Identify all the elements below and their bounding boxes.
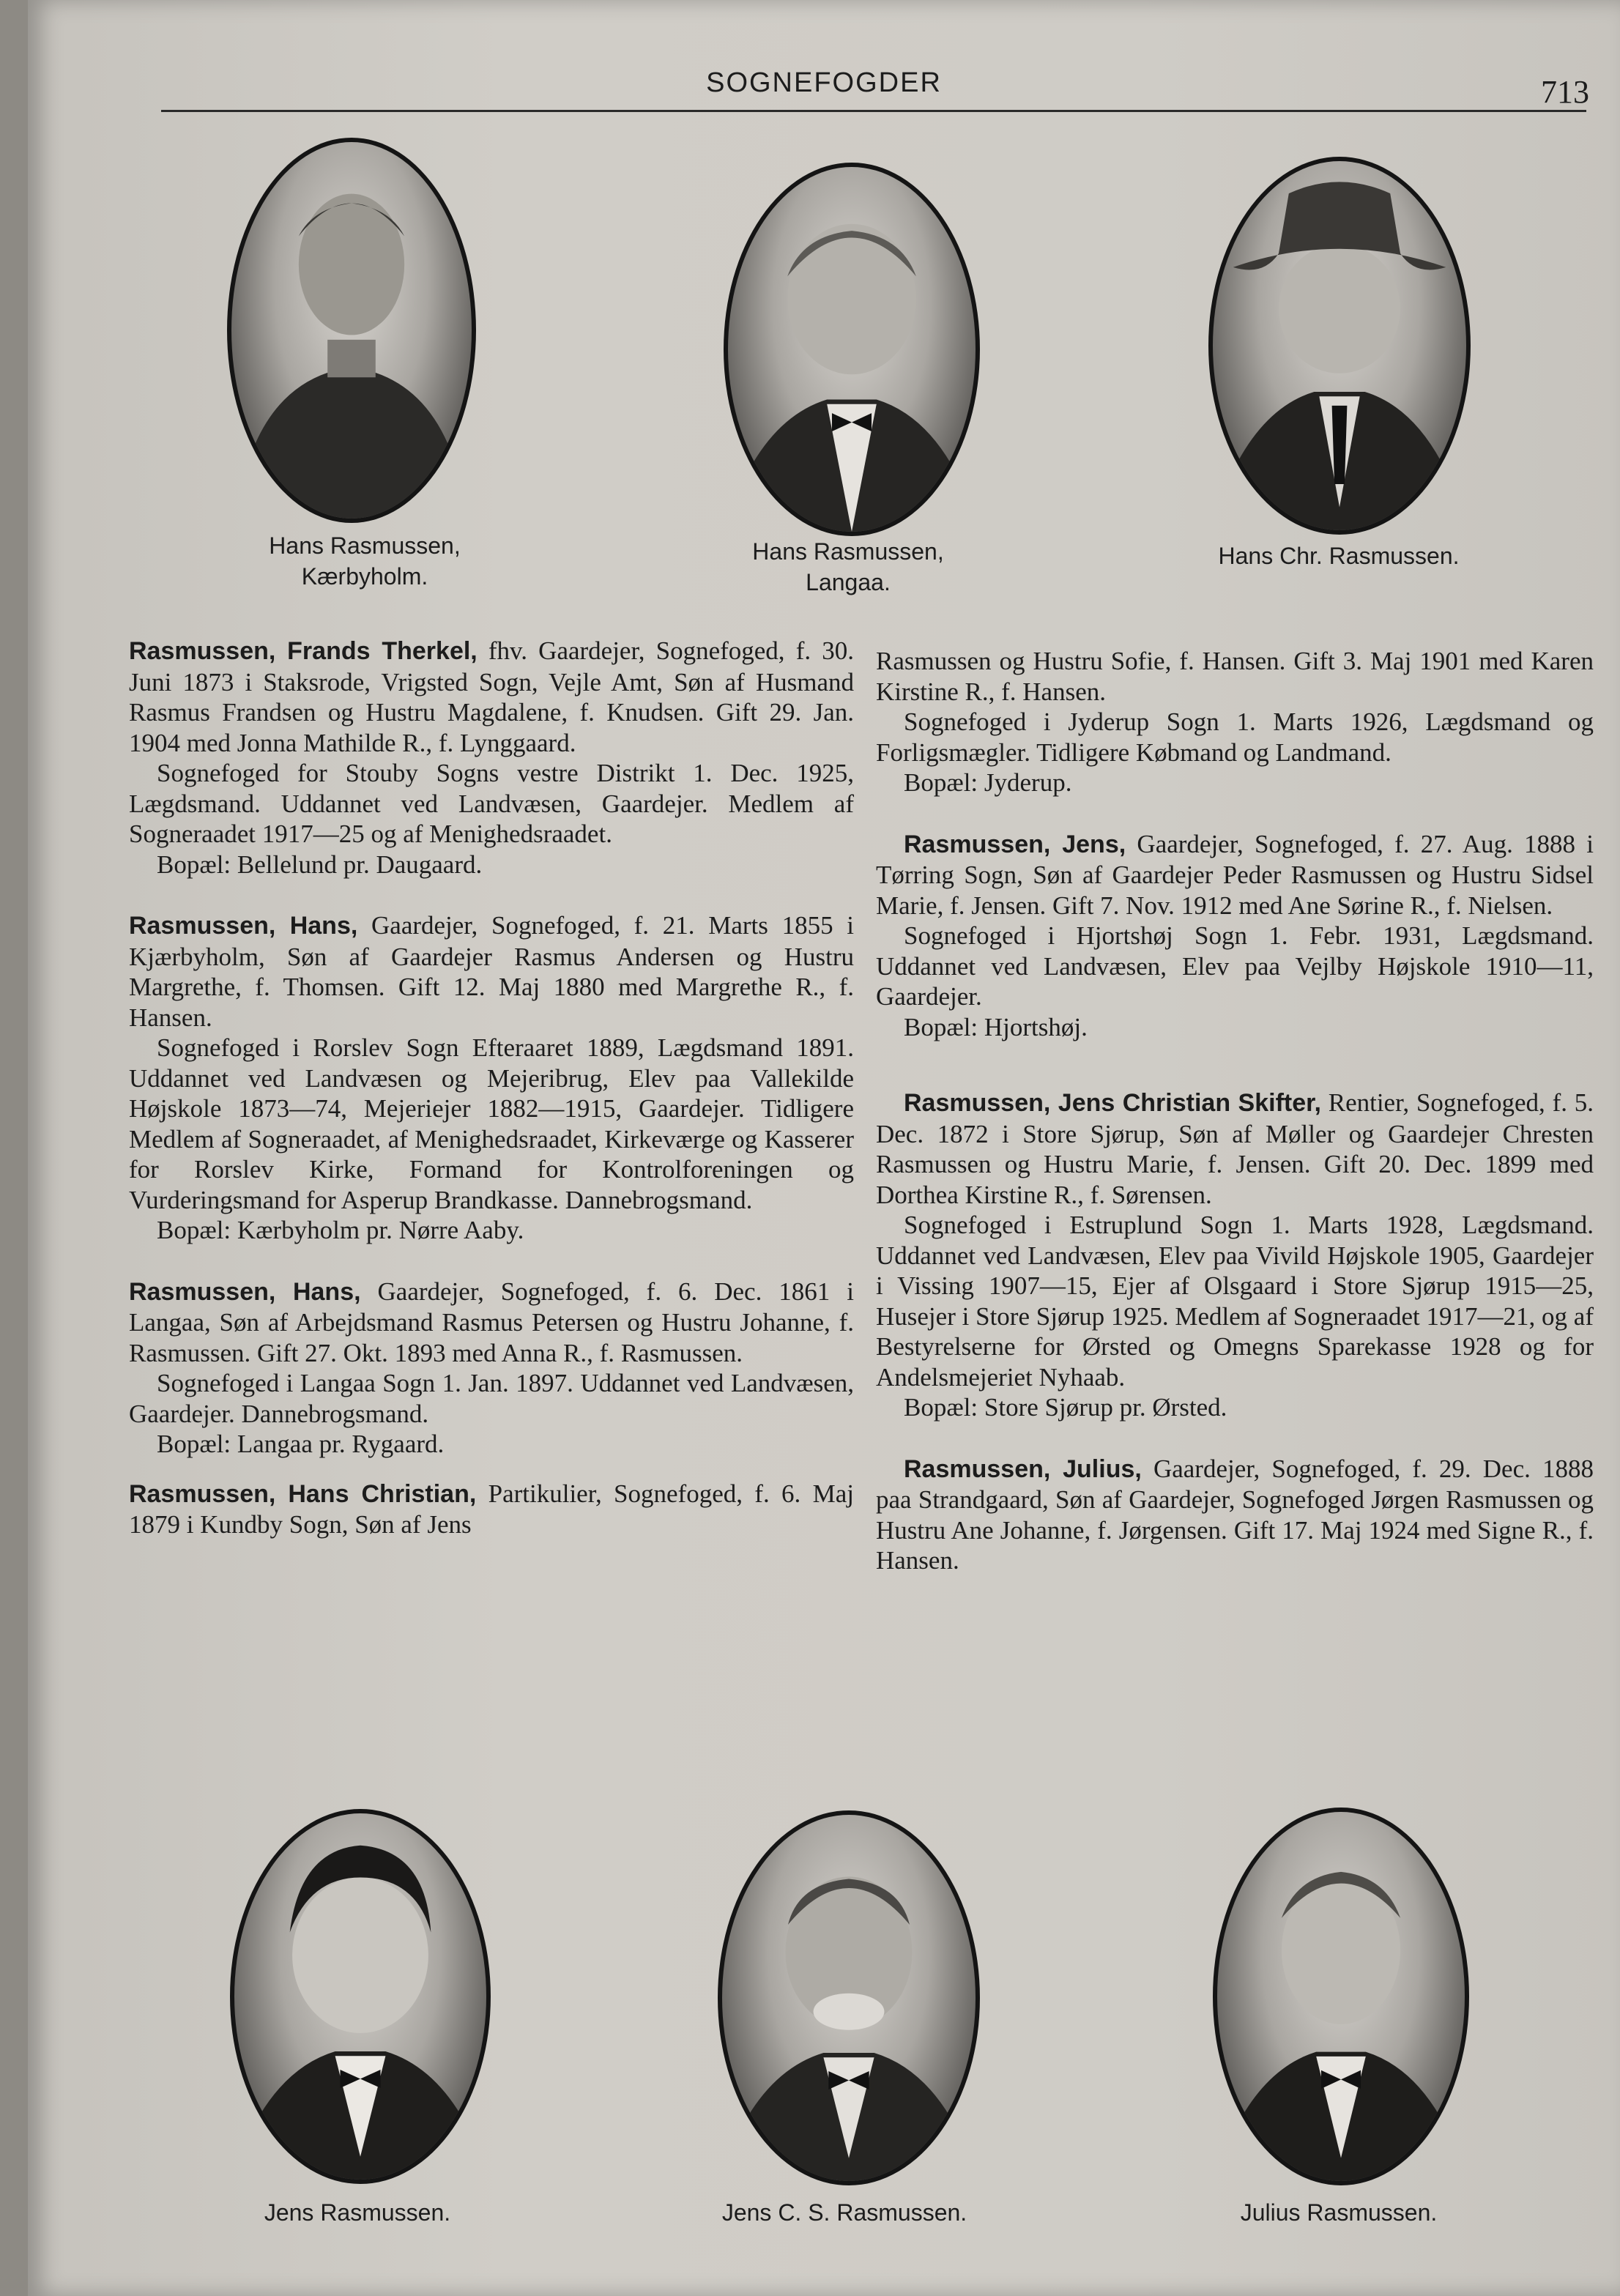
- entry-name: Rasmussen, Julius,: [904, 1454, 1142, 1483]
- portrait-jens-c-s-rasmussen: [718, 1810, 980, 2185]
- entry-bio: Gaardejer, Sognefoged, f. 29. Dec. 1888 paa Strandgaard, Søn af Gaardejer, Sognefoged Jørgen Rasmussen og Hustru Ane Johanne, f. Jørgensen. Gift 17. Maj 1924 med Signe R., f. Hansen.: [876, 1454, 1594, 1575]
- entry-bio-cont: Rasmussen og Hustru Sofie, f. Hansen. Gift 3. Maj 1901 med Karen Kirstine R., f. Hansen.: [876, 647, 1594, 706]
- entry-residence: Bopæl: Kærbyholm pr. Nørre Aaby.: [157, 1216, 524, 1244]
- portrait-hans-rasmussen-kaerbyholm: [227, 138, 476, 523]
- entry-bio: Rentier, Sognefoged, f. 5. Dec. 1872 i Store Sjørup, Søn af Møller og Gaardejer Chresten Rasmussen og Hustru Marie, f. Jensen. Gift 20. Dec. 1899 med Dorthea Kirstine R., f. Sørensen.: [876, 1088, 1594, 1209]
- page-number: 713: [1541, 74, 1589, 110]
- entry-office: Sognefoged i Langaa Sogn 1. Jan. 1897. Uddannet ved Landvæsen, Gaardejer. Dannebrogsmand.: [129, 1369, 854, 1428]
- entry-name: Rasmussen, Jens Christian Skifter,: [904, 1089, 1321, 1117]
- entry-hans-kaerbyholm: [129, 910, 854, 1246]
- entry-bio: Partikulier, Sognefoged, f. 6. Maj 1879 i Kundby Sogn, Søn af Jens: [129, 1479, 854, 1539]
- portrait-julius-rasmussen: [1213, 1808, 1469, 2185]
- entry-jens-christian-skifter: [876, 1088, 1594, 1423]
- caption-top-1: [248, 530, 482, 592]
- entry-jens: [876, 829, 1594, 1043]
- entry-residence: Bopæl: Hjortshøj.: [904, 1012, 1088, 1041]
- entry-bio: fhv. Gaardejer, Sognefoged, f. 30. Juni 1873 i Staksrode, Vrigsted Sogn, Vejle Amt, Søn af Husmand Rasmus Frandsen og Hustru Magdalene, f. Knudsen. Gift 29. Jan. 1904 med Jonna Mathilde R., f. Lynggaard.: [129, 636, 855, 757]
- entry-office: Sognefoged i Rorslev Sogn Efteraaret 1889, Lægdsmand 1891. Uddannet ved Landvæsen og Mejeribrug, Elev paa Vallekilde Højskole 1873—74, Mejeriejer 1882—1915, Gaardejer. Tidligere Medlem af Sogneraadet, af Menighedsraadet, Kirkeværge og Kasserer for Rorslev Kirke, Formand for Kontrolforeningen og Vurderingsmand for Asperup Brandkasse. Dannebrogsmand.: [129, 1033, 854, 1214]
- caption-line: Jens Rasmussen.: [264, 2199, 451, 2226]
- caption-line: Hans Chr. Rasmussen.: [1218, 543, 1460, 569]
- book-page: [28, 0, 1620, 2296]
- entry-bio: Gaardejer, Sognefoged, f. 21. Marts 1855 i Kjærbyholm, Søn af Gaardejer Rasmus Andersen og Hustru Margrethe, f. Thomsen. Gift 12. Maj 1880 med Margrethe R., f. Hansen.: [129, 911, 854, 1032]
- caption-bottom-1: [240, 2197, 475, 2228]
- entry-hans-langaa: [129, 1277, 854, 1460]
- entry-office: Sognefoged i Jyderup Sogn 1. Marts 1926, Lægdsmand og Forligsmægler. Tidligere Købmand og Landmand.: [876, 707, 1594, 767]
- entry-hans-christian-cont: [876, 646, 1594, 798]
- entry-office: Sognefoged i Hjortshøj Sogn 1. Febr. 1931, Lægdsmand. Uddannet ved Landvæsen, Elev paa Vejlby Højskole 1910—11, Gaardejer.: [876, 921, 1594, 1011]
- running-head: SOGNEFOGDER: [706, 67, 942, 98]
- entry-residence: Bopæl: Store Sjørup pr. Ørsted.: [904, 1393, 1227, 1422]
- entry-name: Rasmussen, Frands Therkel,: [129, 637, 478, 665]
- entry-name: Rasmussen, Hans,: [129, 1277, 361, 1306]
- entry-name: Rasmussen, Jens,: [904, 830, 1126, 858]
- entry-bio: Gaardejer, Sognefoged, f. 27. Aug. 1888 i Tørring Sogn, Søn af Gaardejer Peder Rasmussen og Hustru Sidsel Marie, f. Jensen. Gift 7. Nov. 1912 med Ane Sørine R., f. Nielsen.: [876, 829, 1594, 920]
- caption-line: Jens C. S. Rasmussen.: [721, 2199, 967, 2226]
- entry-julius: [876, 1454, 1594, 1576]
- entry-residence: Bopæl: Jyderup.: [904, 768, 1072, 797]
- caption-line: Kærbyholm.: [301, 563, 428, 590]
- portrait-hans-rasmussen-langaa: [724, 163, 980, 536]
- caption-line: Hans Rasmussen,: [269, 532, 461, 559]
- caption-top-3: [1192, 540, 1485, 571]
- left-column: [129, 636, 854, 1540]
- entry-frands-therkel: [129, 636, 854, 880]
- caption-bottom-3: [1207, 2197, 1471, 2228]
- entry-residence: Bopæl: Bellelund pr. Daugaard.: [157, 850, 483, 879]
- portrait-jens-rasmussen: [230, 1809, 491, 2184]
- caption-bottom-2: [702, 2197, 987, 2228]
- entry-name: Rasmussen, Hans,: [129, 912, 358, 940]
- entry-residence: Bopæl: Langaa pr. Rygaard.: [157, 1430, 445, 1458]
- entry-bio: Gaardejer, Sognefoged, f. 6. Dec. 1861 i Langaa, Søn af Arbejdsmand Rasmus Petersen og Hustru Johanne, f. Rasmussen. Gift 27. Okt. 1893 med Anna R., f. Rasmussen.: [129, 1277, 854, 1367]
- entry-hans-christian-start: [129, 1479, 854, 1540]
- entry-office: Sognefoged i Estruplund Sogn 1. Marts 1928, Lægdsmand. Uddannet ved Landvæsen, Elev paa Vivild Højskole 1905, Gaardejer i Vissing 1907—15, Ejer af Olsgaard i Store Sjørup 1915—25, Husejer i Store Sjørup 1925. Medlem af Sogneraadet 1917—21, og af Bestyrelserne for Ørsted og Omegns Sparekasse 1928 og for Andelsmejeriet Nyhaab.: [876, 1211, 1594, 1392]
- caption-top-2: [731, 536, 965, 598]
- entry-office: Sognefoged for Stouby Sogns vestre Distrikt 1. Dec. 1925, Lægdsmand. Uddannet ved Landvæsen, Gaardejer. Medlem af Sogneraadet 1917—25 og af Menighedsraadet.: [129, 759, 854, 848]
- caption-line: Hans Rasmussen,: [752, 538, 944, 565]
- header-rule: [161, 110, 1586, 112]
- caption-line: Julius Rasmussen.: [1240, 2199, 1438, 2226]
- right-column: [876, 646, 1594, 1576]
- caption-line: Langaa.: [806, 569, 891, 595]
- entry-name: Rasmussen, Hans Christian,: [129, 1479, 477, 1508]
- portrait-hans-chr-rasmussen: [1208, 157, 1471, 535]
